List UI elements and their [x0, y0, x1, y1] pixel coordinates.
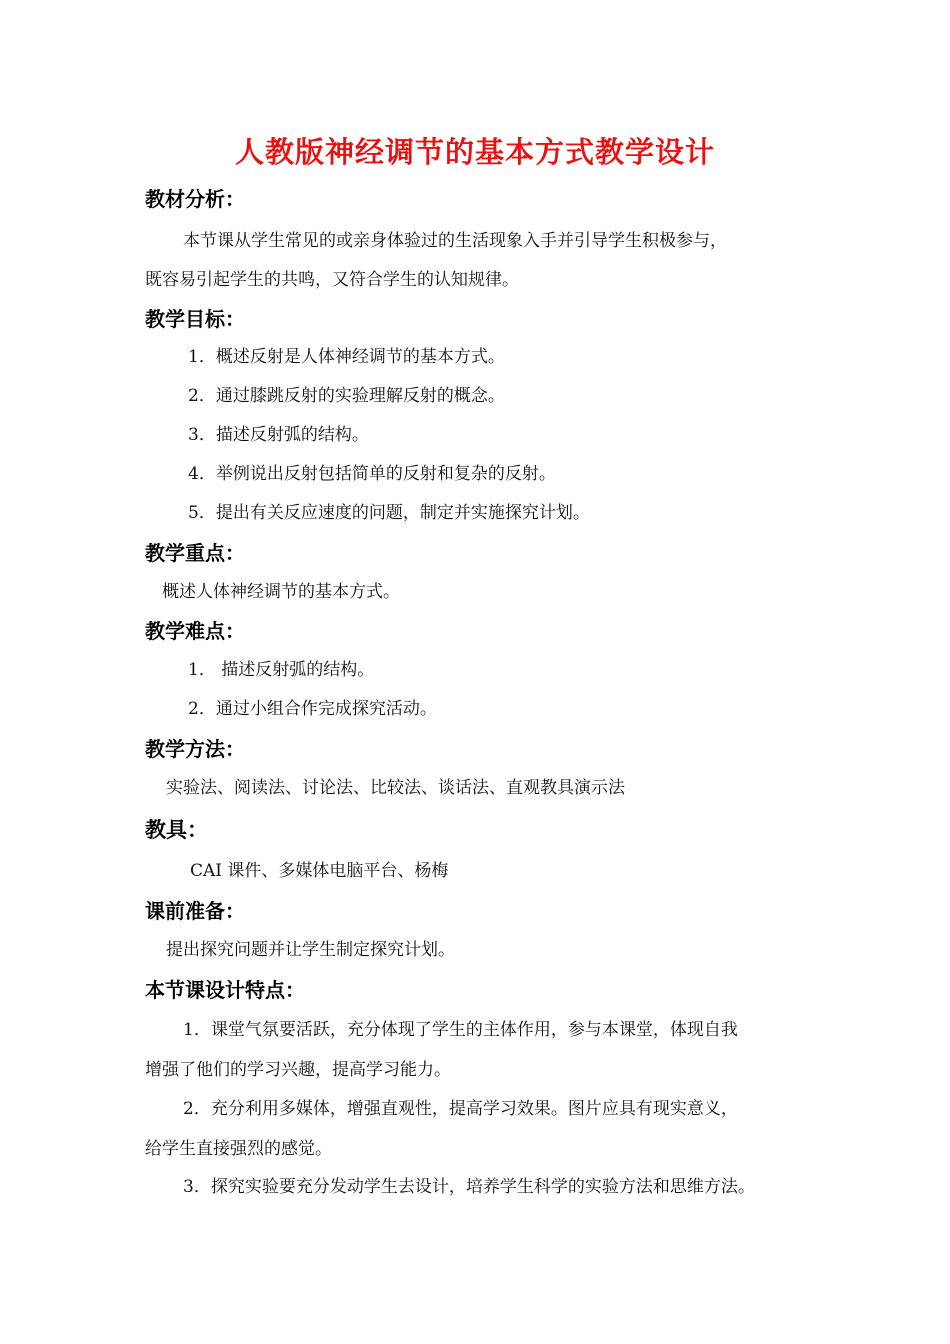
heading-key-points: 教学重点： [145, 541, 245, 565]
goal-item-1: 1．概述反射是人体神经调节的基本方式。 [188, 347, 505, 367]
key-points-text: 概述人体神经调节的基本方式。 [162, 582, 400, 602]
analysis-line-1: 本节课从学生常见的或亲身体验过的生活现象入手并引导学生积极参与， [183, 231, 727, 251]
difficulty-item-2: 2．通过小组合作完成探究活动。 [188, 699, 437, 719]
feature-line-3: 2．充分利用多媒体，增强直观性，提高学习效果。图片应具有现实意义， [183, 1099, 738, 1119]
preparation-text: 提出探究问题并让学生制定探究计划。 [166, 940, 455, 960]
heading-preparation: 课前准备： [145, 899, 245, 923]
heading-tools: 教具： [145, 818, 208, 842]
heading-difficulties: 教学难点： [145, 619, 245, 643]
analysis-line-2: 既容易引起学生的共鸣，又符合学生的认知规律。 [145, 270, 519, 290]
feature-line-4: 给学生直接强烈的感觉。 [145, 1139, 332, 1159]
feature-line-1: 1．课堂气氛要活跃，充分体现了学生的主体作用，参与本课堂，体现自我 [183, 1020, 738, 1040]
goal-item-4: 4．举例说出反射包括简单的反射和复杂的反射。 [188, 464, 556, 484]
heading-analysis: 教材分析： [145, 187, 245, 211]
heading-goals: 教学目标： [145, 307, 245, 331]
feature-line-5: 3．探究实验要充分发动学生去设计，培养学生科学的实验方法和思维方法。 [183, 1177, 755, 1197]
document-title: 人教版神经调节的基本方式教学设计 [234, 135, 715, 169]
methods-text: 实验法、阅读法、讨论法、比较法、谈话法、直观教具演示法 [166, 778, 625, 798]
goal-item-2: 2．通过膝跳反射的实验理解反射的概念。 [188, 386, 505, 406]
goal-item-3: 3．描述反射弧的结构。 [188, 425, 369, 445]
heading-features: 本节课设计特点： [145, 978, 305, 1002]
feature-line-2: 增强了他们的学习兴趣，提高学习能力。 [145, 1060, 451, 1080]
goal-item-5: 5．提出有关反应速度的问题，制定并实施探究计划。 [188, 503, 590, 523]
heading-methods: 教学方法： [145, 737, 245, 761]
difficulty-item-1: 1． 描述反射弧的结构。 [188, 660, 375, 680]
tools-text: CAI 课件、多媒体电脑平台、杨梅 [190, 861, 449, 881]
